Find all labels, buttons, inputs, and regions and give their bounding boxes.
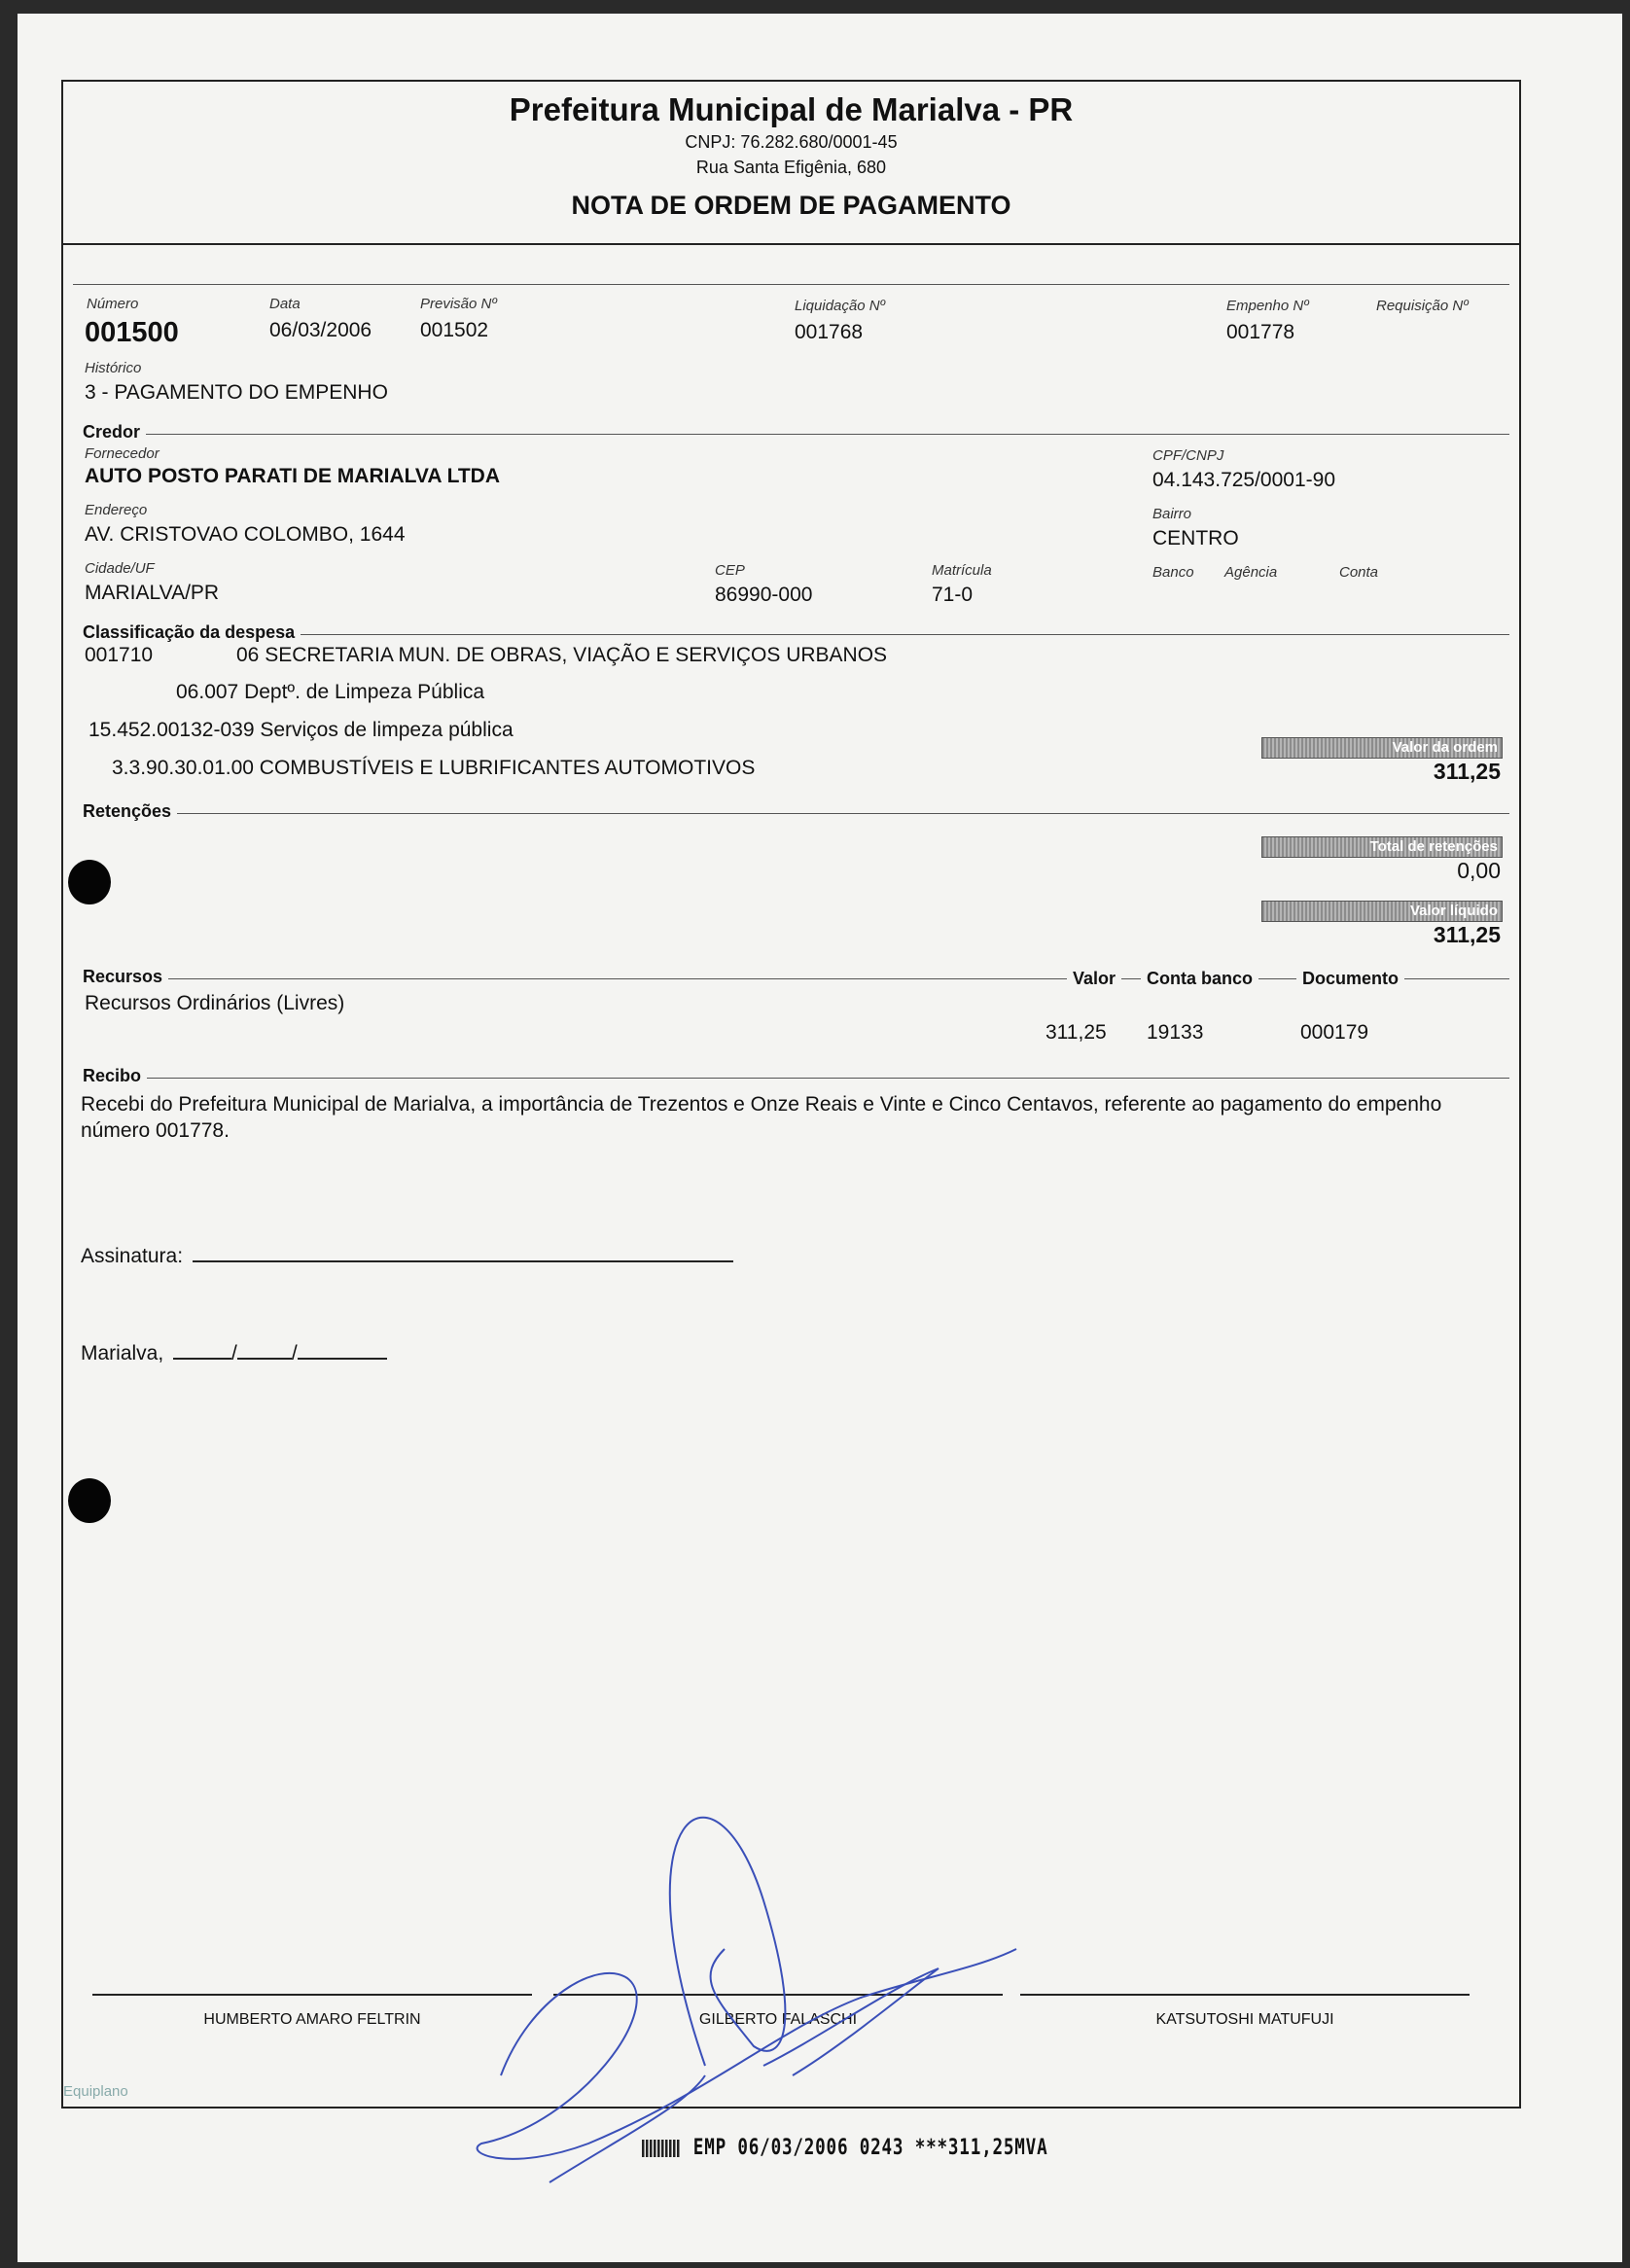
- requisicao-label: Requisição Nº: [1376, 298, 1469, 314]
- software-credit: Equiplano: [63, 2083, 128, 2100]
- historico-label: Histórico: [85, 360, 142, 376]
- valor-liquido-value: 311,25: [1433, 922, 1501, 947]
- liquidacao-value: 001768: [795, 321, 864, 343]
- matricula-value: 71-0: [932, 584, 974, 606]
- signatory-3-name: KATSUTOSHI MATUFUJI: [1155, 2011, 1334, 2028]
- fornecedor-value: AUTO POSTO PARATI DE MARIALVA LTDA: [85, 465, 500, 487]
- valor-ordem-value: 311,25: [1433, 759, 1501, 784]
- ano-field[interactable]: [298, 1340, 387, 1360]
- cep-label: CEP: [715, 562, 745, 579]
- valor-ordem-bar: [1261, 737, 1503, 759]
- document-title: NOTA DE ORDEM DE PAGAMENTO: [571, 191, 1011, 220]
- recibo-section-title: Recibo: [83, 1066, 147, 1086]
- classificacao-code: 001710: [85, 644, 154, 666]
- recibo-text: Recebi do Prefeitura Municipal de Marialva, a importância de Trezentos e Onze Reais e Vinte e Cinco Centavos, referente ao pagamento do empenho número 001778.: [81, 1093, 1442, 1142]
- numero-label: Número: [87, 296, 139, 312]
- cpf-label: CPF/CNPJ: [1152, 447, 1224, 464]
- banco-label: Banco: [1152, 564, 1194, 581]
- total-retencoes-value: 0,00: [1457, 858, 1501, 883]
- valor-ordem-label: Valor da ordem: [1392, 739, 1498, 756]
- hole-punch-top: [68, 860, 111, 904]
- document-frame: [61, 80, 1521, 2109]
- document-header: [63, 82, 1519, 245]
- top-rule: [73, 284, 1509, 285]
- endereco-value: AV. CRISTOVAO COLOMBO, 1644: [85, 523, 406, 546]
- previsao-label: Previsão Nº: [420, 296, 497, 312]
- cidade-label: Cidade/UF: [85, 560, 155, 577]
- recibo-rule: [83, 1078, 1509, 1079]
- recursos-descricao: Recursos Ordinários (Livres): [85, 992, 345, 1014]
- total-retencoes-bar: [1261, 836, 1503, 858]
- cpf-value: 04.143.725/0001-90: [1152, 469, 1336, 491]
- cidade-value: MARIALVA/PR: [85, 582, 220, 604]
- classificacao-line4: 3.3.90.30.01.00 COMBUSTÍVEIS E LUBRIFICANTES AUTOMOTIVOS: [112, 757, 756, 779]
- recursos-documento-header: Documento: [1296, 969, 1404, 989]
- recursos-valor: 311,25: [1045, 1021, 1107, 1044]
- classificacao-line3: 15.452.00132-039 Serviços de limpeza pública: [89, 719, 514, 741]
- fornecedor-label: Fornecedor: [85, 445, 159, 462]
- credor-section-title: Credor: [83, 422, 146, 443]
- header-cnpj: CNPJ: 76.282.680/0001-45: [685, 132, 898, 152]
- recursos-valor-header: Valor: [1067, 969, 1121, 989]
- dia-field[interactable]: [173, 1340, 231, 1360]
- empenho-value: 001778: [1226, 321, 1295, 343]
- assinatura-field[interactable]: [193, 1243, 733, 1262]
- agencia-label: Agência: [1224, 564, 1278, 581]
- total-retencoes-label: Total de retenções: [1369, 838, 1498, 855]
- signatory-1-name: HUMBERTO AMARO FELTRIN: [203, 2011, 421, 2028]
- assinatura-label: Assinatura:: [81, 1245, 184, 1267]
- recursos-section-title: Recursos: [83, 967, 168, 987]
- bairro-label: Bairro: [1152, 506, 1192, 522]
- numero-value: 001500: [85, 317, 179, 348]
- cep-value: 86990-000: [715, 584, 813, 606]
- classificacao-line2: 06.007 Deptº. de Limpeza Pública: [176, 681, 485, 703]
- hole-punch-bottom: [68, 1478, 111, 1523]
- valor-liquido-label: Valor líquido: [1409, 903, 1498, 919]
- stamp-text: EMP 06/03/2006 0243 ***311,25MVA: [692, 2136, 1048, 2160]
- classificacao-section-title: Classificação da despesa: [83, 622, 301, 643]
- retencoes-rule: [83, 813, 1509, 814]
- empenho-label: Empenho Nº: [1226, 298, 1309, 314]
- credor-rule: [83, 434, 1509, 435]
- bairro-value: CENTRO: [1152, 527, 1239, 549]
- valor-liquido-bar: [1261, 901, 1503, 922]
- data-label: Data: [269, 296, 301, 312]
- handwritten-signature: [472, 1754, 1094, 2202]
- previsao-value: 001502: [420, 319, 489, 341]
- stamp-logo-icon: [642, 2140, 681, 2157]
- header-title: Prefeitura Municipal de Marialva - PR: [509, 91, 1074, 127]
- classificacao-line1: 06 SECRETARIA MUN. DE OBRAS, VIAÇÃO E SERVIÇOS URBANOS: [236, 644, 888, 666]
- recursos-rule: [83, 978, 1509, 979]
- recursos-conta-header: Conta banco: [1141, 969, 1258, 989]
- retencoes-section-title: Retenções: [83, 801, 177, 822]
- assinatura-row: [81, 1243, 733, 1268]
- header-address: Rua Santa Efigênia, 680: [695, 158, 887, 177]
- liquidacao-label: Liquidação Nº: [795, 298, 886, 314]
- endereco-label: Endereço: [85, 502, 148, 518]
- mechanical-stamp: [642, 2136, 1047, 2160]
- matricula-label: Matrícula: [932, 562, 992, 579]
- historico-value: 3 - PAGAMENTO DO EMPENHO: [85, 381, 388, 404]
- recursos-documento: 000179: [1300, 1021, 1369, 1044]
- signatory-2-name: GILBERTO FALASCHI: [698, 2011, 858, 2028]
- mes-field[interactable]: [237, 1340, 292, 1360]
- data-value: 06/03/2006: [269, 319, 372, 341]
- signature-line-1: [92, 1994, 532, 1996]
- recursos-conta: 19133: [1147, 1021, 1204, 1044]
- conta-label: Conta: [1339, 564, 1379, 581]
- data-recibo-row: Marialva, / /: [81, 1340, 387, 1365]
- local-label: Marialva,: [81, 1342, 164, 1364]
